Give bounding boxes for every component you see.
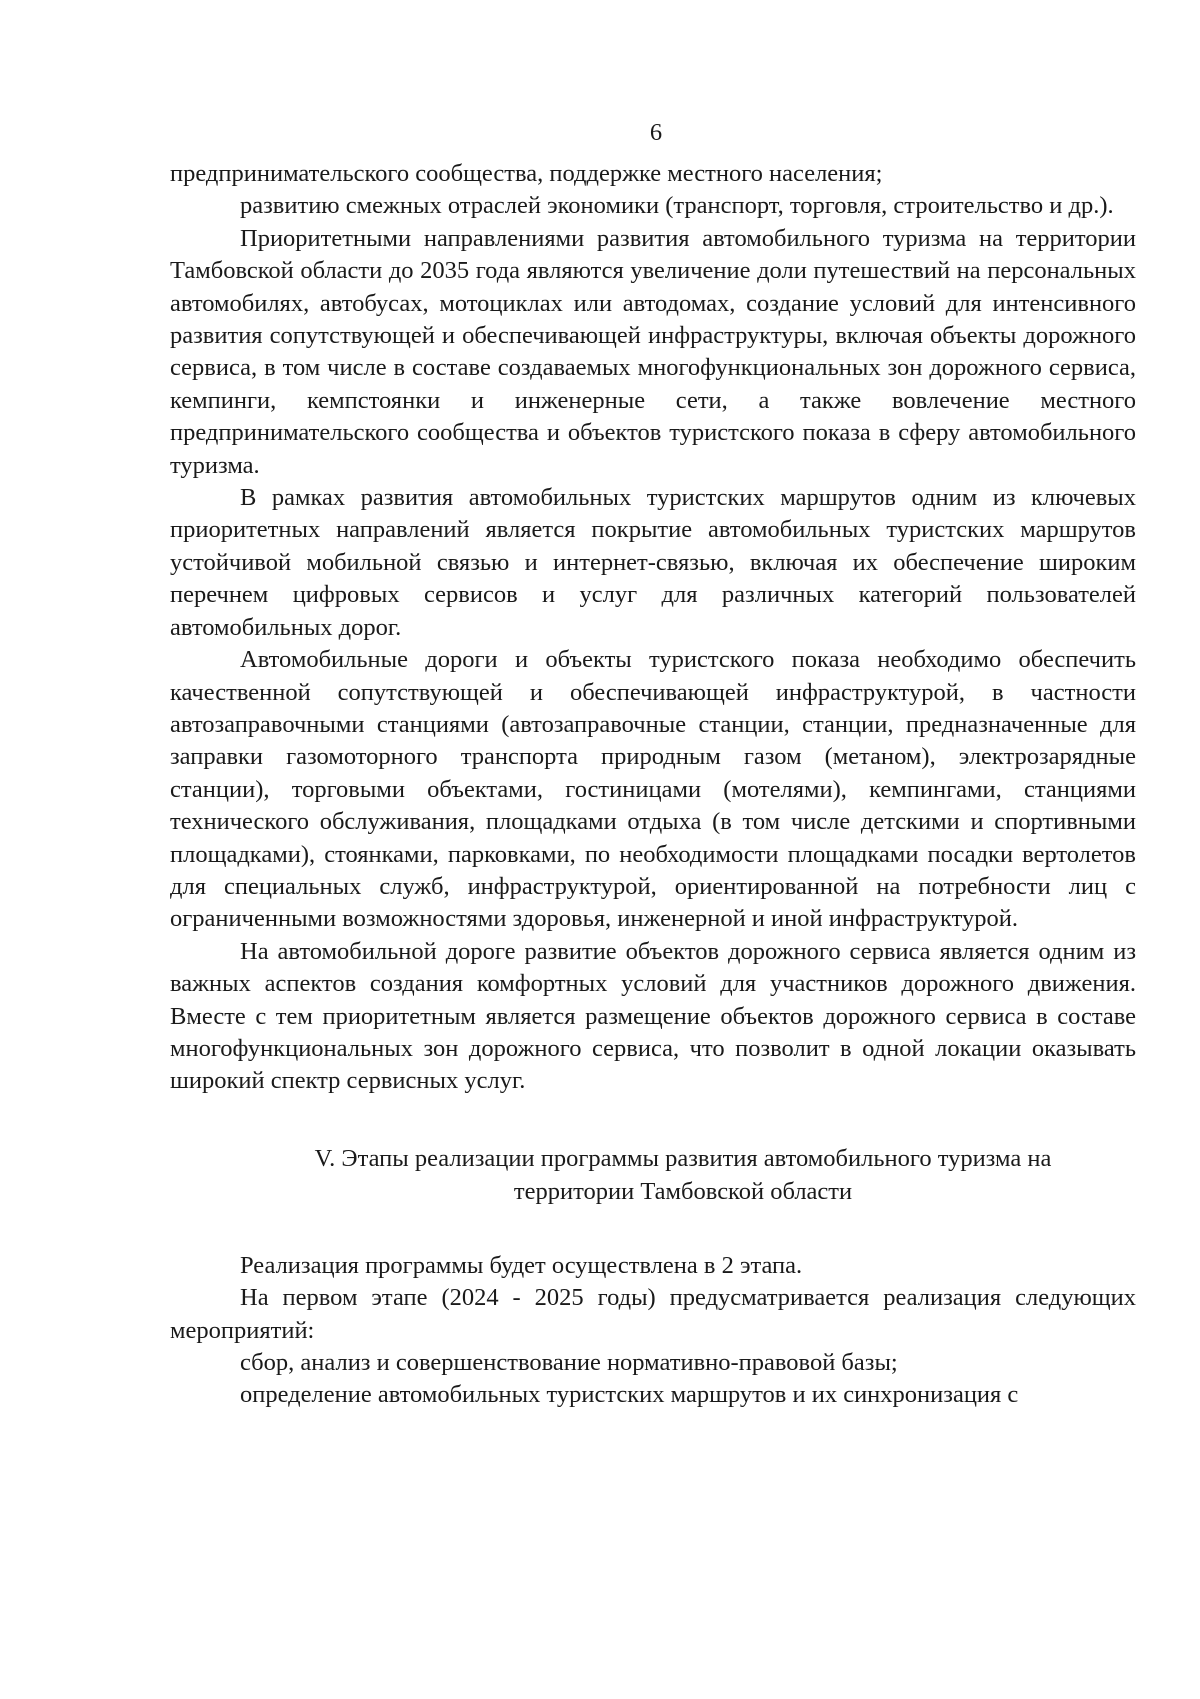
page-number: 6	[649, 119, 663, 146]
paragraph-infrastructure: Автомобильные дороги и объекты туристского показа необходимо обеспечить качественной сопутствующей и обеспечивающей инфраструктурой, в частности автозаправочными станциями (автозаправочные станции, станции, предназначенные для заправки газомоторного транспорта природным газом (метаном), электрозарядные станции), торговыми объектами, гостиницами (мотелями), кемпингами, станциями технического обслуживания, площадками отдыха (в том числе детскими и спортивными площадками), стоянками, парковками, по необходимости площадками посадки вертолетов для специальных служб, инфраструктурой, ориентированной на потребности лиц с ограниченными возможностями здоровья, инженерной и иной инфраструктурой.	[170, 646, 1136, 933]
paragraph-list-item-legal-base: сбор, анализ и совершенствование нормативно-правовой базы;	[240, 1349, 898, 1376]
paragraph-stages: Реализация программы будет осуществлена в 2 этапа.	[240, 1251, 803, 1279]
document-body	[170, 158, 1136, 1412]
paragraph-list-item-routes: определение автомобильных туристских маршрутов и их синхронизация с	[240, 1381, 1019, 1409]
paragraph-mobile-coverage: В рамках развития автомобильных туристских маршрутов одним из ключевых приоритетных направлений является покрытие автомобильных туристских маршрутов устойчивой мобильной связью и интернет-связью, включая их обеспечение широким перечнем цифровых сервисов и услуг для различных категорий пользователей автомобильных дорог.	[170, 484, 1136, 641]
section-body	[170, 1250, 1136, 1412]
section-heading-line-1: V. Этапы реализации программы развития автомобильного туризма на	[314, 1144, 1052, 1172]
section-heading	[170, 1142, 1136, 1208]
section-heading-line-2: территории Тамбовской области	[513, 1177, 853, 1205]
paragraph-road-service: На автомобильной дороге развитие объектов дорожного сервиса является одним из важных аспектов создания комфортных условий для участников дорожного движения. Вместе с тем приоритетным является размещение объектов дорожного сервиса в составе многофункциональных зон дорожного сервиса, что позволит в одной локации оказывать широкий спектр сервисных услуг.	[170, 937, 1136, 1095]
paragraph-priority-directions: Приоритетными направлениями развития автомобильного туризма на территории Тамбовской области до 2035 года являются увеличение доли путешествий на персональных автомобилях, автобусах, мотоциклах или автодомах, создание условий для интенсивного развития сопутствующей и обеспечивающей инфраструктуры, включая объекты дорожного сервиса, в том числе в составе создаваемых многофункциональных зон дорожного сервиса, кемпинги, кемпстоянки и инженерные сети, а также вовлечение местного предпринимательского сообщества и объектов туристского показа в сферу автомобильного туризма.	[170, 224, 1136, 479]
paragraph-first-stage: На первом этапе (2024 - 2025 годы) предусматривается реализация следующих мероприятий:	[170, 1284, 1136, 1344]
paragraph-related-industries: развитию смежных отраслей экономики (транспорт, торговля, строительство и др.).	[240, 192, 1114, 220]
paragraph-continuation: предпринимательского сообщества, поддержке местного населения;	[170, 160, 883, 187]
